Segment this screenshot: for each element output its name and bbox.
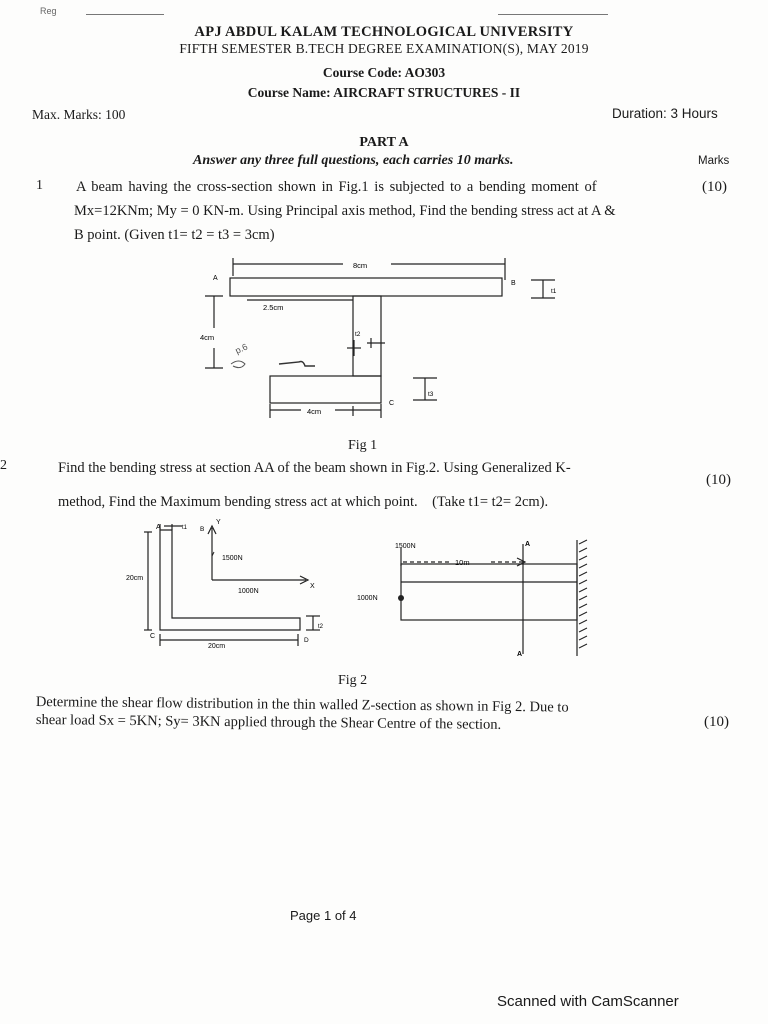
fig1-t1-label: t1 bbox=[551, 288, 557, 295]
fig2-width-label: 20cm bbox=[208, 643, 226, 650]
figure-2-caption: Fig 2 bbox=[338, 673, 368, 688]
fig2-load-1000-label: 1000N bbox=[238, 588, 259, 595]
fig2-height-label: 20cm bbox=[126, 575, 144, 582]
fig1-point-a: A bbox=[213, 275, 218, 282]
fig2-section-a-bottom: A bbox=[517, 651, 523, 658]
question-2-line-1: Find the bending stress at section AA of the beam shown in Fig.2. Using Generalized K- bbox=[58, 460, 571, 476]
fig2-t2-label: t2 bbox=[318, 624, 324, 630]
fig1-point-c: C bbox=[389, 400, 395, 407]
scanner-watermark: Scanned with CamScanner bbox=[497, 993, 679, 1010]
fig2-beam-load-1500: 1500N bbox=[395, 543, 416, 550]
question-1-line-2: Mx=12KNm; My = 0 KN-m. Using Principal axis method, Find the bending stress act at A & bbox=[74, 203, 616, 219]
question-2-line-2: method, Find the Maximum bending stress act at which point. (Take t1= t2= 2cm). bbox=[58, 494, 549, 510]
question-3-line-2: shear load Sx = 5KN; Sy= 3KN applied through the Shear Centre of the section. bbox=[35, 711, 502, 733]
university-name: APJ ABDUL KALAM TECHNOLOGICAL UNIVERSITY bbox=[194, 24, 574, 40]
fig2-x-axis-label: X bbox=[310, 583, 315, 590]
course-name: Course Name: AIRCRAFT STRUCTURES - II bbox=[247, 85, 521, 100]
duration: Duration: 3 Hours bbox=[612, 106, 718, 121]
max-marks: Max. Marks: 100 bbox=[32, 107, 126, 122]
question-1-number: 1 bbox=[36, 178, 43, 193]
fig2-point-b: B bbox=[200, 526, 205, 533]
top-rule-left bbox=[86, 14, 164, 15]
question-3-marks: (10) bbox=[704, 714, 729, 730]
question-1-line-1: A beam having the cross-section shown in Fig.1 is subjected to a bending moment of bbox=[76, 179, 597, 195]
top-rule-right bbox=[498, 14, 608, 15]
fig2-point-a: A bbox=[156, 524, 161, 531]
question-3-line-1: Determine the shear flow distribution in the thin walled Z-section as shown in Fig 2. Due to bbox=[35, 693, 569, 716]
question-1-marks: (10) bbox=[702, 179, 727, 195]
fig1-t3-label: t3 bbox=[428, 391, 434, 398]
marks-header: Marks bbox=[698, 155, 730, 167]
part-instruction: Answer any three full questions, each carries 10 marks. bbox=[193, 153, 514, 168]
figure-2-cantilever bbox=[355, 536, 615, 661]
registration-scribble: Reg bbox=[40, 6, 57, 16]
fig1-bottom-width-label: 4cm bbox=[307, 407, 322, 416]
fig2-section-a-top: A bbox=[525, 541, 531, 548]
fig2-span-label: 10m bbox=[455, 558, 470, 567]
exam-title: FIFTH SEMESTER B.TECH DEGREE EXAMINATION(S), MAY 2019 bbox=[179, 41, 589, 56]
figure-1-caption: Fig 1 bbox=[348, 438, 378, 453]
course-code: Course Code: AO303 bbox=[322, 65, 446, 80]
fig1-t2-label: t2 bbox=[355, 331, 361, 338]
question-1-line-3: B point. (Given t1= t2 = t3 = 3cm) bbox=[74, 227, 275, 243]
fig2-load-1500-label: 1500N bbox=[222, 555, 243, 562]
fig1-height-label: 4cm bbox=[200, 333, 215, 342]
page-number: Page 1 of 4 bbox=[290, 908, 357, 923]
fig1-handwritten-note: p.6 bbox=[233, 341, 250, 356]
fig2-t1-label: t1 bbox=[182, 525, 188, 531]
fig2-point-c: C bbox=[150, 633, 156, 640]
part-title: PART A bbox=[359, 135, 409, 150]
question-2-number: 2 bbox=[0, 458, 7, 473]
question-2-marks: (10) bbox=[706, 472, 731, 488]
figure-2-l-section bbox=[120, 518, 340, 658]
fig1-point-b: B bbox=[511, 280, 516, 287]
fig2-beam-load-1000: 1000N bbox=[357, 595, 378, 602]
fig1-web-offset-label: 2.5cm bbox=[263, 303, 284, 312]
figure-1-cross-section bbox=[195, 250, 595, 430]
fig1-top-width-label: 8cm bbox=[353, 261, 368, 270]
fig2-y-axis-label: Y bbox=[216, 519, 221, 526]
fig2-point-d: D bbox=[304, 637, 309, 644]
